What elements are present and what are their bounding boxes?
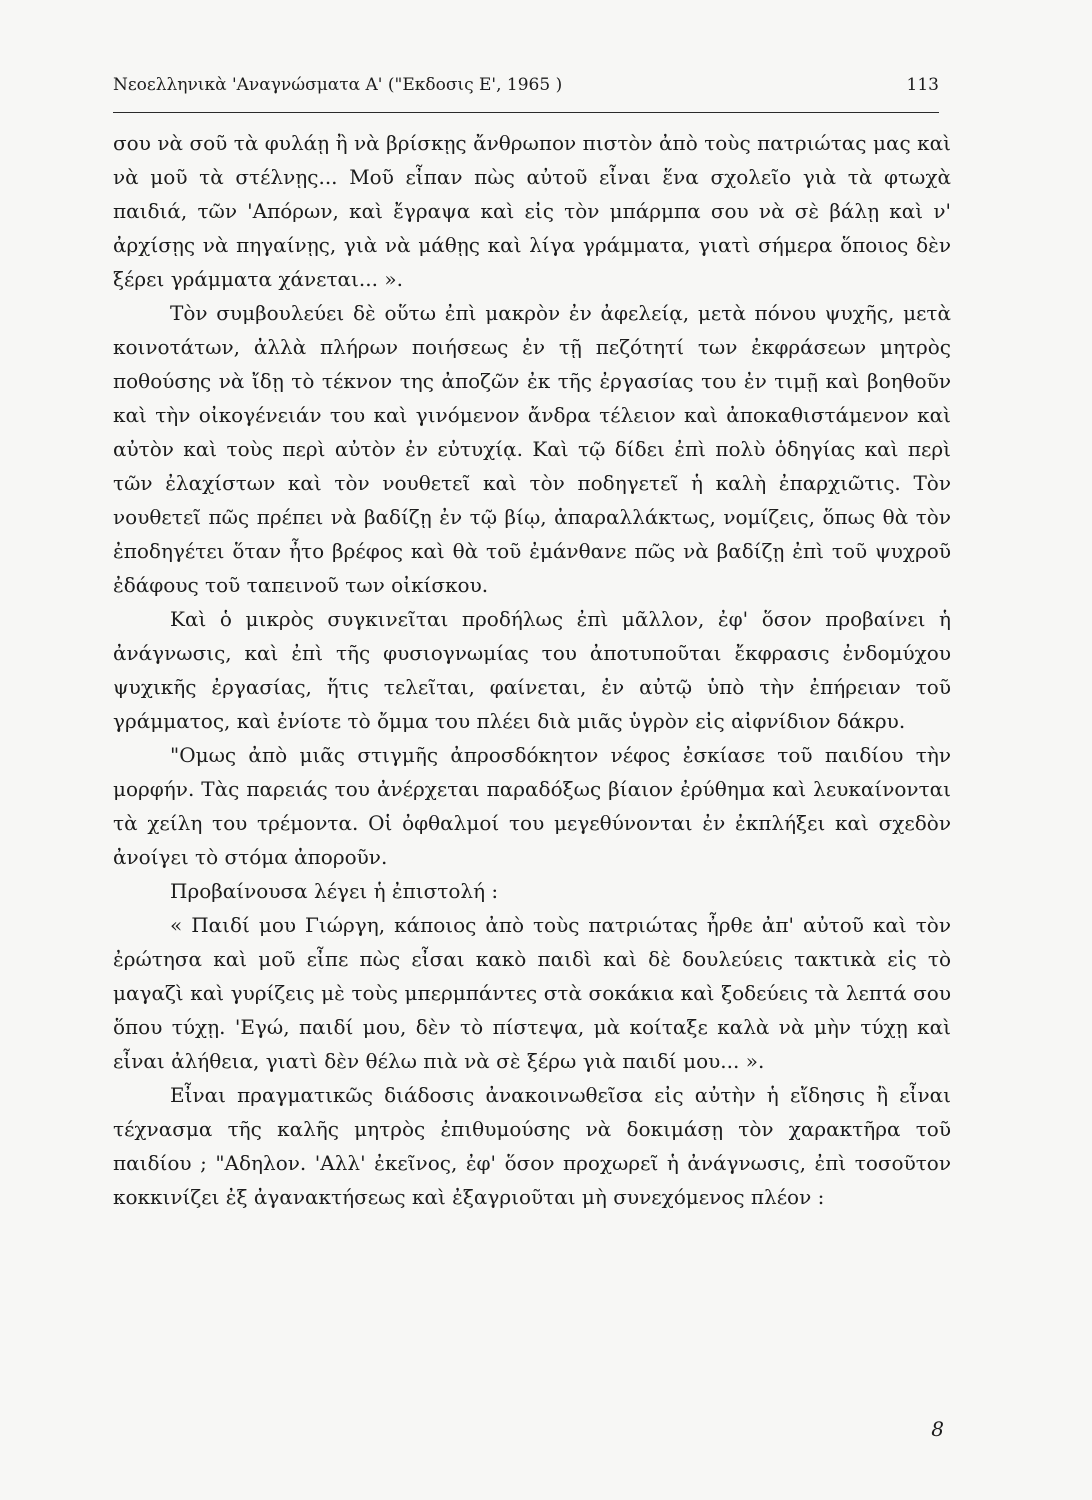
paragraph: Προβαίνουσα λέγει ἡ ἐπιστολή : [170,879,499,903]
running-header [113,72,939,98]
header-rule [113,112,939,113]
paragraph-continuation: σου νὰ σοῦ τὰ φυλάῃ ἢ νὰ βρίσκῃς ἄνθρωπον πιστὸν ἀπὸ τοὺς πατριώτας μας καὶ νὰ μοῦ τὰ στέλνῃς... Μοῦ εἶπαν πὼς αὐτοῦ εἶναι ἕνα σχολεῖο γιὰ τὰ φτωχὰ παιδιά, τῶν 'Απόρων, καὶ ἔγραψα καὶ εἰς τὸν μπάρμπα σου νὰ σὲ βάλῃ καὶ ν' ἀρχίσῃς νὰ πηγαίνῃς, γιὰ νὰ μάθῃς καὶ λίγα γράμματα, γιατὶ σήμερα ὅποιος δὲν ξέρει γράμματα χάνεται... ». [113,131,951,291]
page-number: 113 [906,75,939,95]
paragraph: "Ομως ἀπὸ μιᾶς στιγμῆς ἀπροσδόκητον νέφος ἐσκίασε τοῦ παιδίου τὴν μορφήν. Τὰς παρειάς του ἀνέρχεται παραδόξως βίαιον ἐρύθημα καὶ λευκαίνονται τὰ χείλη του τρέμοντα. Οἱ ὀφθαλμοί του μεγεθύνονται ἐν ἐκπλήξει καὶ σχεδὸν ἀνοίγει τὸ στόμα ἀποροῦν. [113,743,951,869]
printer-signature: 8 [931,1417,944,1441]
quoted-letter: « Παιδί μου Γιώργη, κάποιος ἀπὸ τοὺς πατριώτας ἦρθε ἀπ' αὐτοῦ καὶ τὸν ἐρώτησα καὶ μοῦ εἶπε πὼς εἶσαι κακὸ παιδὶ καὶ δὲ δουλεύεις τακτικὰ εἰς τὸ μαγαζὶ καὶ γυρίζεις μὲ τοὺς μπερμπάντες στὰ σοκάκια καὶ ξοδεύεις τὰ λεπτά σου ὅπου τύχῃ. 'Εγώ, παιδί μου, δὲν τὸ πίστεψα, μὰ κοίταξε καλὰ νὰ μὴν τύχῃ καὶ εἶναι ἀλήθεια, γιατὶ δὲν θέλω πιὰ νὰ σὲ ξέρω γιὰ παιδί μου... ». [113,913,951,1073]
header-title: Νεοελληνικὰ 'Αναγνώσματα Α' ("Εκδοσις Ε', 1965 ) [113,75,563,95]
main-text [113,126,951,1214]
paragraph: Καὶ ὁ μικρὸς συγκινεῖται προδήλως ἐπὶ μᾶλλον, ἐφ' ὅσον προβαίνει ἡ ἀνάγνωσις, καὶ ἐπὶ τῆς φυσιογνωμίας του ἀποτυποῦται ἔκφρασις ἐνδομύχου ψυχικῆς ἐργασίας, ἥτις τελεῖται, φαίνεται, ἐν αὐτῷ ὑπὸ τὴν ἐπήρειαν τοῦ γράμματος, καὶ ἐνίοτε τὸ ὄμμα του πλέει διὰ μιᾶς ὑγρὸν εἰς αἰφνίδιον δάκρυ. [113,607,951,733]
paragraph: Εἶναι πραγματικῶς διάδοσις ἀνακοινωθεῖσα εἰς αὐτὴν ἡ εἴδησις ἢ εἶναι τέχνασμα τῆς καλῆς μητρὸς ἐπιθυμούσης νὰ δοκιμάσῃ τὸν χαρακτῆρα τοῦ παιδίου ; "Αδηλον. 'Αλλ' ἐκεῖνος, ἐφ' ὅσον προχωρεῖ ἡ ἀνάγνωσις, ἐπὶ τοσοῦτον κοκκινίζει ἐξ ἀγανακτήσεως καὶ ἐξαγριοῦται μὴ συνεχόμενος πλέον : [113,1083,951,1209]
paragraph: Τὸν συμβουλεύει δὲ οὕτω ἐπὶ μακρὸν ἐν ἀφελείᾳ, μετὰ πόνου ψυχῆς, μετὰ κοινοτάτων, ἀλλὰ πλήρων ποιήσεως ἐν τῇ πεζότητί των ἐκφράσεων μητρὸς ποθούσης νὰ ἴδῃ τὸ τέκνον της ἀποζῶν ἐκ τῆς ἐργασίας του ἐν τιμῇ καὶ βοηθοῦν καὶ τὴν οἰκογένειάν του καὶ γινόμενον ἄνδρα τέλειον καὶ ἀποκαθιστάμενον καὶ αὐτὸν καὶ τοὺς περὶ αὐτὸν ἐν εὐτυχίᾳ. Καὶ τῷ δίδει ἐπὶ πολὺ ὁδηγίας καὶ περὶ τῶν ἐλαχίστων καὶ τὸν νουθετεῖ καὶ τὸν ποδηγετεῖ ἡ καλὴ ἐπαρχιῶτις. Τὸν νουθετεῖ πῶς πρέπει νὰ βαδίζῃ ἐν τῷ βίῳ, ἀπαραλλάκτως, νομίζεις, ὅπως θὰ τὸν ἐποδηγέτει ὅταν ἦτο βρέφος καὶ θὰ τοῦ ἐμάνθανε πῶς νὰ βαδίζῃ ἐπὶ τοῦ ψυχροῦ ἐδάφους τοῦ ταπεινοῦ των οἰκίσκου. [113,301,951,597]
